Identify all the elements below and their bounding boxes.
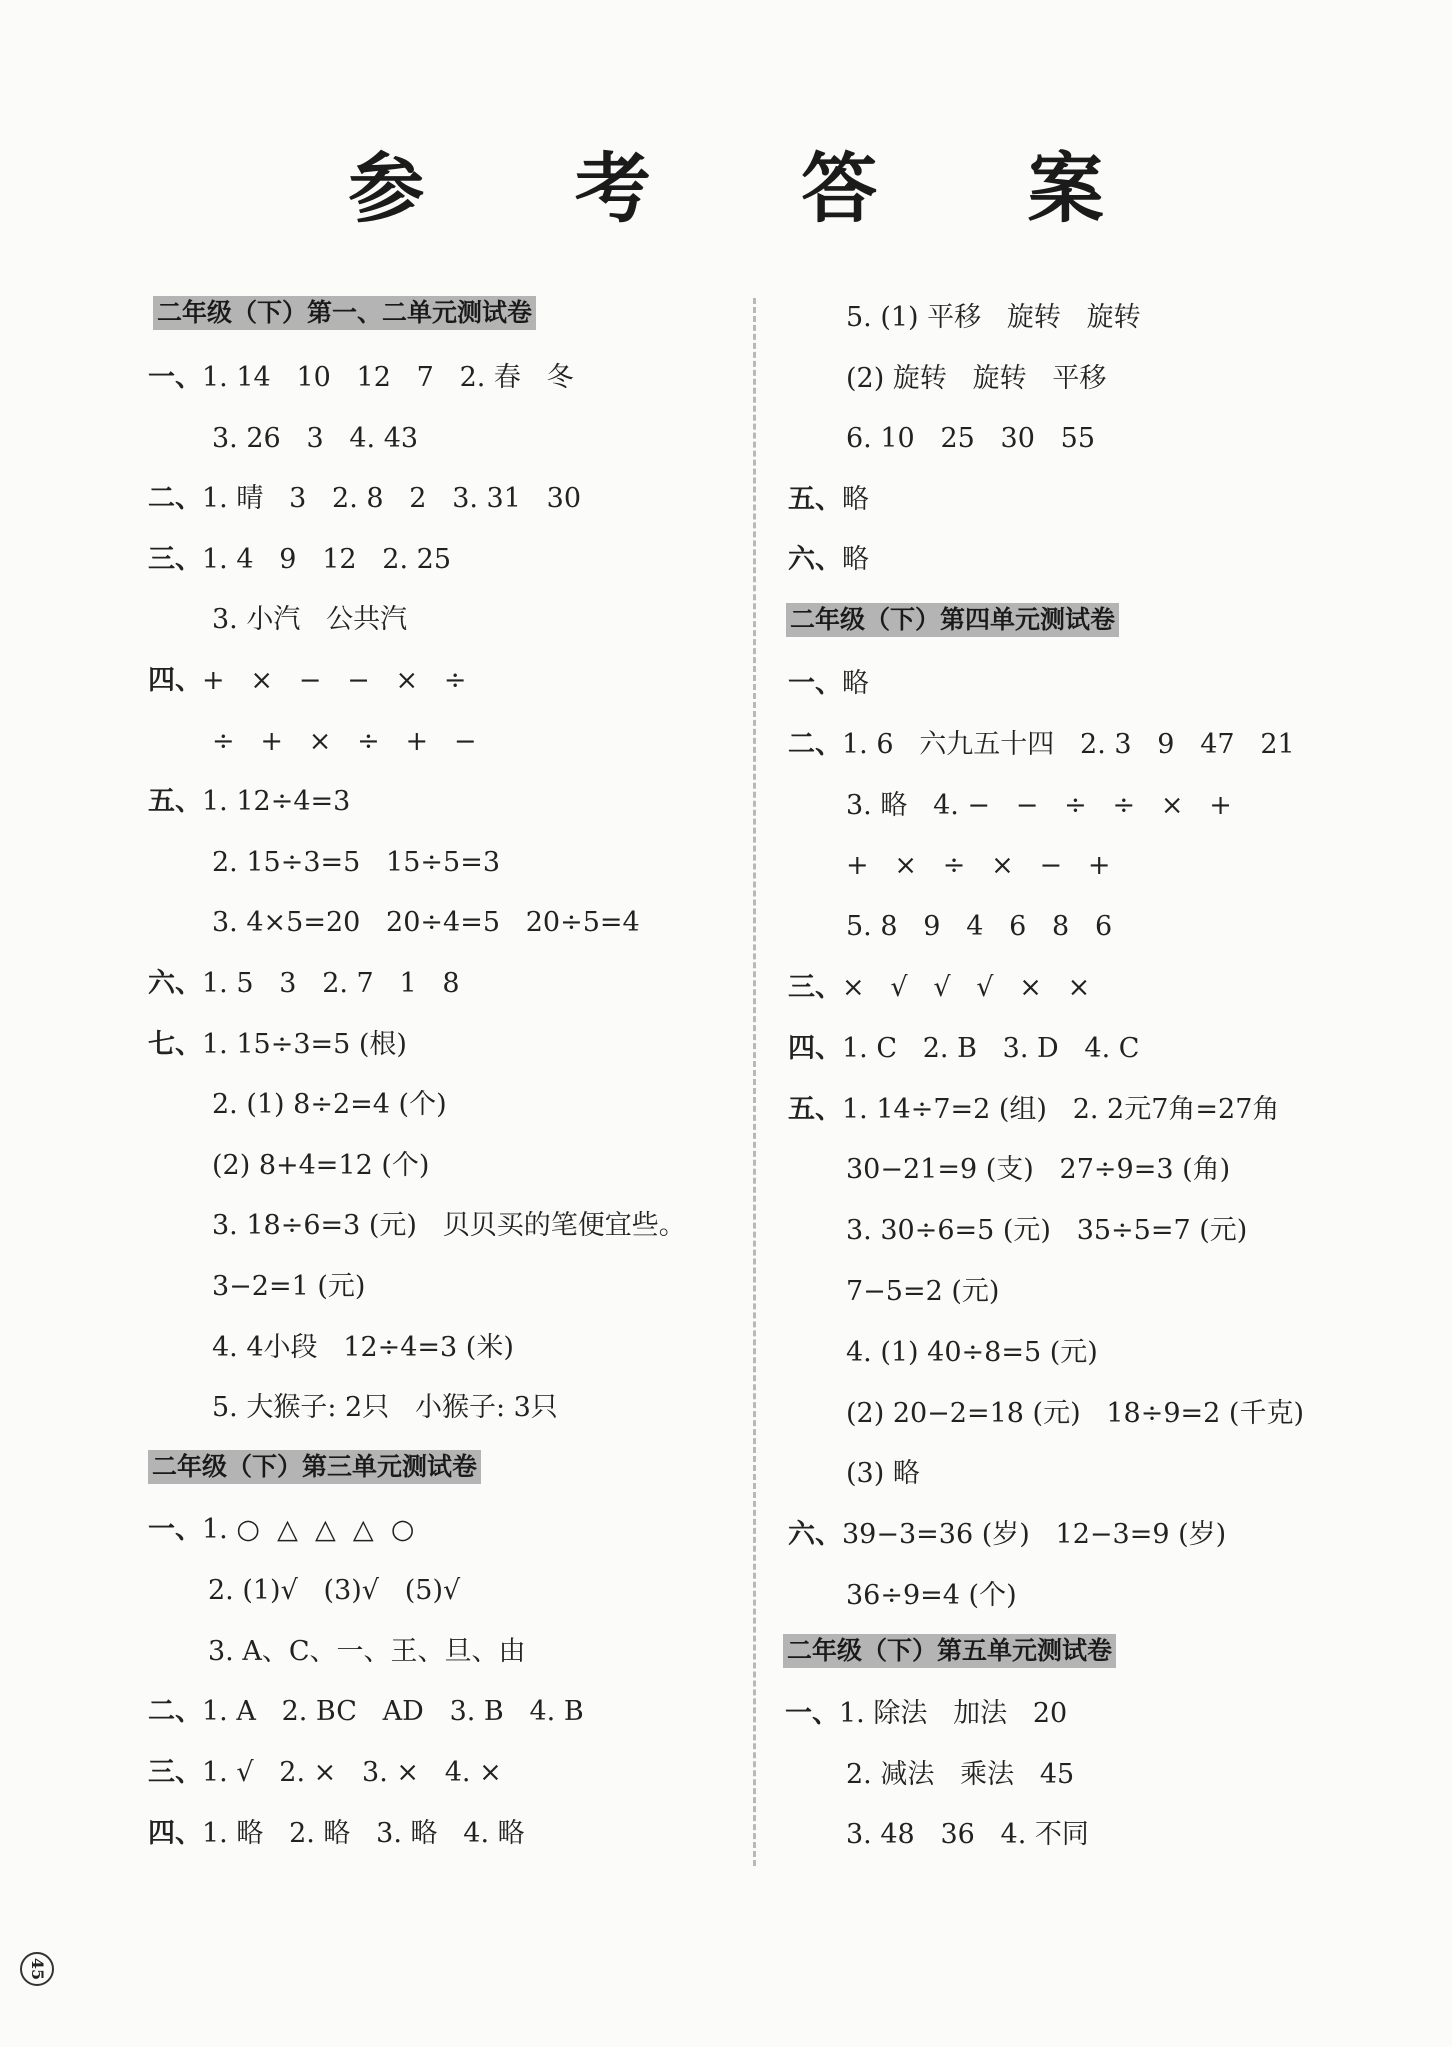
answer-line: 3−2=1 (元) <box>212 1271 366 1302</box>
answer-line: 2. 15÷3=5 15÷5=3 <box>212 846 501 878</box>
answer-line <box>148 1025 407 1065</box>
answer-line <box>148 358 574 398</box>
answer-line: 2. 减法 乘法 45 <box>846 1758 1075 1790</box>
answer-line: 36÷9=4 (个) <box>846 1580 1017 1611</box>
answer-text: 1. ○ △ △ △ ○ <box>202 1514 415 1545</box>
answer-line <box>148 1692 584 1732</box>
question-label: 一、 <box>788 668 842 699</box>
answer-line <box>788 540 869 580</box>
answer-text: 39−3=36 (岁) 12−3=9 (岁) <box>842 1519 1227 1551</box>
answer-line: 3. 略 4. − − ÷ ÷ × + <box>846 789 1232 821</box>
answer-text: 1. √ 2. × 3. × 4. × <box>202 1757 502 1789</box>
question-label: 一、 <box>785 1698 839 1729</box>
question-label: 三、 <box>148 543 202 575</box>
answer-text: 1. 略 2. 略 3. 略 4. 略 <box>202 1818 525 1849</box>
answer-line: (3) 略 <box>846 1458 920 1490</box>
answer-line <box>148 782 350 822</box>
page-number: 45 <box>20 1952 54 1986</box>
column-divider <box>753 298 756 1866</box>
answer-line: 7−5=2 (元) <box>846 1276 1000 1307</box>
answer-text: 1. 12÷4=3 <box>202 786 351 818</box>
answer-text: 1. C 2. B 3. D 4. C <box>842 1032 1140 1064</box>
question-label: 一、 <box>148 362 202 393</box>
question-label: 二、 <box>148 483 202 515</box>
answer-line: 6. 10 25 30 55 <box>846 423 1096 455</box>
page-title: 参 考 答 案 <box>348 144 1166 233</box>
answer-text: 略 <box>842 668 869 699</box>
section-header: 二年级（下）第四单元测试卷 <box>786 603 1119 637</box>
answer-line <box>788 1515 1226 1555</box>
answer-line <box>148 661 466 701</box>
answer-text: + × − − × ÷ <box>202 665 467 696</box>
question-label: 四、 <box>788 1032 842 1064</box>
answer-text: 1. 14÷7=2 (组) 2. 2元7角=27角 <box>842 1093 1280 1125</box>
answer-line <box>788 968 1090 1008</box>
answer-text: 1. 除法 加法 20 <box>839 1698 1068 1729</box>
question-label: 七、 <box>148 1028 202 1060</box>
question-label: 五、 <box>788 1093 842 1125</box>
answer-line: 4. (1) 40÷8=5 (元) <box>846 1336 1098 1368</box>
answer-line: ÷ + × ÷ + − <box>212 725 477 757</box>
answer-line: 3. 18÷6=3 (元) 贝贝买的笔便宜些。 <box>212 1210 686 1242</box>
question-label: 一、 <box>148 1514 202 1545</box>
section-header: 二年级（下）第五单元测试卷 <box>783 1634 1116 1668</box>
answer-text: 1. A 2. BC AD 3. B 4. B <box>202 1696 584 1728</box>
answer-line: 5. 8 9 4 6 8 6 <box>846 911 1113 943</box>
answer-line: 5. (1) 平移 旋转 旋转 <box>846 302 1141 333</box>
answer-text: 1. 晴 3 2. 8 2 3. 31 30 <box>202 483 582 515</box>
section-header: 二年级（下）第三单元测试卷 <box>148 1450 481 1484</box>
answer-line <box>148 1753 502 1793</box>
answer-line <box>148 479 581 519</box>
question-label: 六、 <box>788 1519 842 1551</box>
answer-line <box>148 964 460 1004</box>
answer-line <box>148 1814 525 1854</box>
question-label: 四、 <box>148 665 202 696</box>
answer-line <box>148 1510 414 1550</box>
answer-line: + × ÷ × − + <box>846 850 1111 882</box>
answer-line: (2) 旋转 旋转 平移 <box>846 362 1107 394</box>
answer-text: 1. 15÷3=5 (根) <box>202 1028 407 1060</box>
answer-line: 3. 4×5=20 20÷4=5 20÷5=4 <box>212 907 640 939</box>
answer-line <box>148 540 451 580</box>
answer-text: 略 <box>842 483 869 515</box>
question-label: 五、 <box>788 483 842 515</box>
answer-line: 3. 小汽 公共汽 <box>212 604 408 636</box>
answer-line: (2) 8+4=12 (个) <box>212 1149 430 1181</box>
answer-line: 3. 48 36 4. 不同 <box>846 1819 1089 1851</box>
answer-line: 3. A、C、一、王、旦、由 <box>208 1635 526 1667</box>
answer-line: 5. 大猴子: 2只 小猴子: 3只 <box>212 1392 558 1424</box>
question-label: 三、 <box>788 972 842 1003</box>
answer-line: 4. 4小段 12÷4=3 (米) <box>212 1331 514 1363</box>
answer-text: 1. 5 3 2. 7 1 8 <box>202 968 460 999</box>
answer-text: 1. 6 六九五十四 2. 3 9 47 21 <box>842 728 1295 760</box>
answer-text: × √ √ √ × × <box>842 972 1091 1003</box>
answer-line <box>788 1029 1139 1069</box>
question-label: 六、 <box>148 968 202 999</box>
answer-line: 3. 30÷6=5 (元) 35÷5=7 (元) <box>846 1215 1248 1247</box>
answer-line <box>785 1694 1067 1734</box>
answer-text: 1. 14 10 12 7 2. 春 冬 <box>202 362 574 393</box>
answer-line: 30−21=9 (支) 27÷9=3 (角) <box>846 1154 1231 1186</box>
question-label: 六、 <box>788 544 842 576</box>
answer-line <box>788 480 869 520</box>
answer-line: (2) 20−2=18 (元) 18÷9=2 (千克) <box>846 1397 1304 1429</box>
question-label: 五、 <box>148 786 202 818</box>
answer-line <box>788 664 869 704</box>
section-header: 二年级（下）第一、二单元测试卷 <box>153 296 536 330</box>
answer-line <box>788 725 1295 765</box>
answer-line: 3. 26 3 4. 43 <box>212 422 419 454</box>
answer-text: 略 <box>842 544 869 576</box>
question-label: 二、 <box>788 728 842 760</box>
question-label: 二、 <box>148 1696 202 1728</box>
answer-text: 1. 4 9 12 2. 25 <box>202 543 451 575</box>
answer-line: 2. (1)√ (3)√ (5)√ <box>208 1574 461 1606</box>
question-label: 四、 <box>148 1818 202 1849</box>
answer-line <box>788 1090 1279 1130</box>
question-label: 三、 <box>148 1757 202 1789</box>
answer-line: 2. (1) 8÷2=4 (个) <box>212 1089 447 1121</box>
